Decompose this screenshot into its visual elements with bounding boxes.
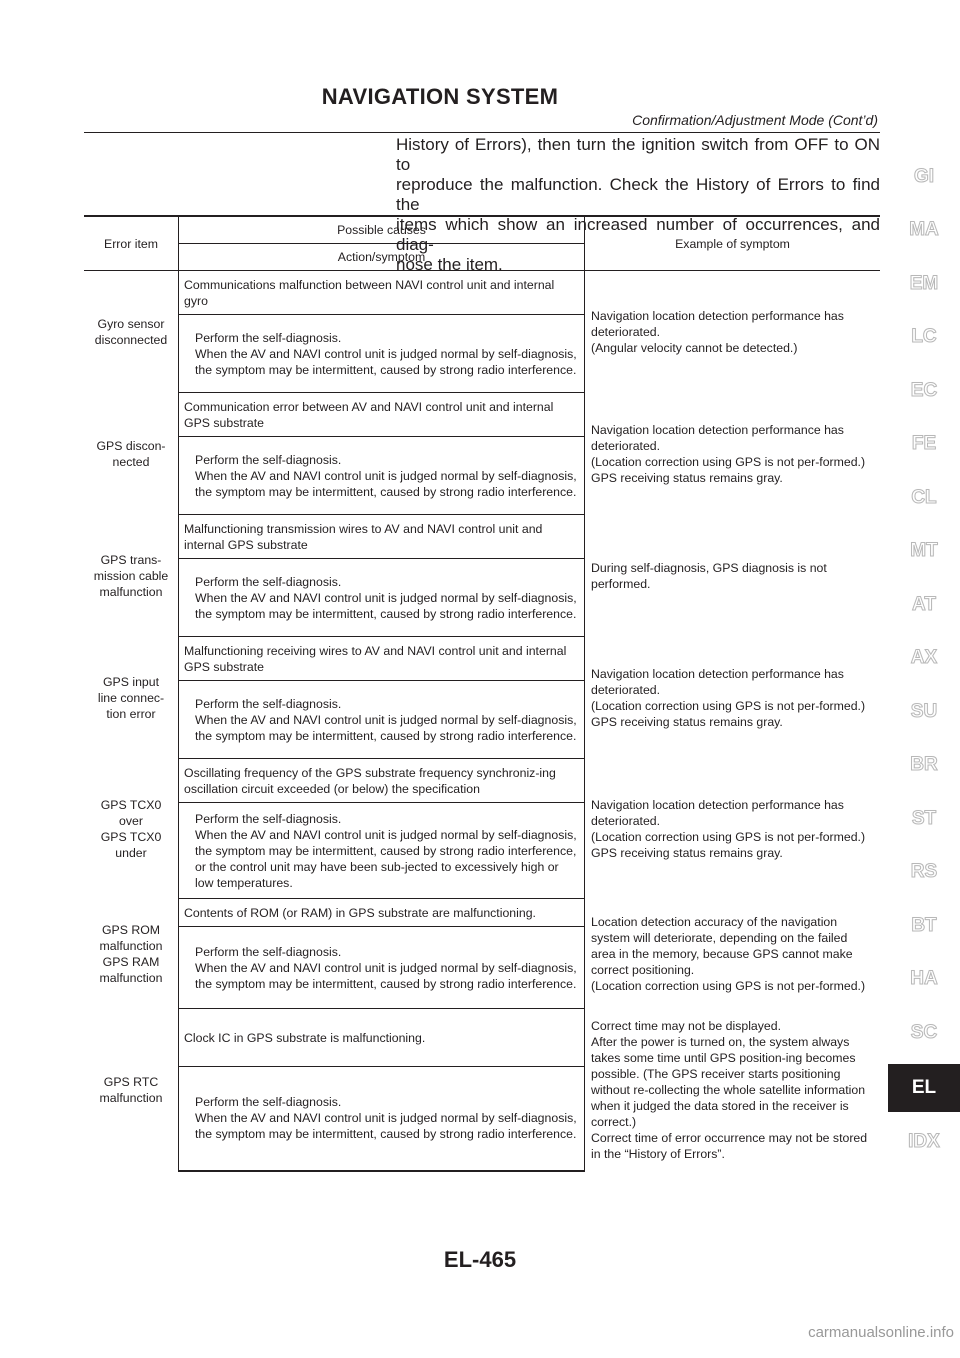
- table-row: [84, 899, 880, 927]
- example-symptom-cell: During self-diagnosis, GPS diagnosis is not performed.: [591, 560, 827, 591]
- section-tabs: [888, 150, 960, 1169]
- error-table: [84, 215, 880, 1172]
- intro-line: items which show an increased number of occurrences, and diag-: [396, 215, 880, 254]
- error-item-cell: GPS trans- mission cable malfunction: [84, 515, 179, 637]
- possible-cause-cell: Communication error between AV and NAVI control unit and internal GPS substrate: [179, 393, 585, 437]
- header-error-item: Error item: [84, 216, 179, 271]
- table-row: [84, 637, 880, 681]
- action-symptom-cell: Perform the self-diagnosis. When the AV and NAVI control unit is judged normal by self-diagnosis, the symptom may be intermittent, caused by strong radio interference, or the control unit may have been sub-jected to excessively high or low temperatures.: [179, 803, 585, 899]
- error-item-cell: GPS ROM malfunction GPS RAM malfunction: [84, 899, 179, 1009]
- example-symptom-cell: Location detection accuracy of the navigation system will deteriorate, depending on the failed area in the memory, because GPS cannot make correct positioning. (Location correction using GPS is not per-formed.): [591, 914, 866, 993]
- possible-cause-cell: Clock IC in GPS substrate is malfunctioning.: [179, 1009, 585, 1067]
- error-item-cell: GPS input line connec- tion error: [84, 637, 179, 759]
- section-tab-st[interactable]: ST: [911, 807, 937, 829]
- section-tab-ax[interactable]: AX: [910, 647, 938, 669]
- section-tab-fe[interactable]: FE: [911, 433, 937, 455]
- section-tab-sc[interactable]: SC: [910, 1021, 938, 1043]
- action-symptom-cell: Perform the self-diagnosis. When the AV and NAVI control unit is judged normal by self-diagnosis, the symptom may be intermittent, caused by strong radio interference.: [179, 315, 585, 393]
- action-symptom-cell: Perform the self-diagnosis. When the AV and NAVI control unit is judged normal by self-diagnosis, the symptom may be intermittent, caused by strong radio interference.: [179, 559, 585, 637]
- intro-line: reproduce the malfunction. Check the History of Errors to find the: [396, 175, 880, 214]
- possible-cause-cell: Malfunctioning receiving wires to AV and NAVI control unit and internal GPS substrate: [179, 637, 585, 681]
- header-rule: [84, 132, 880, 133]
- section-tab-br[interactable]: BR: [910, 754, 938, 776]
- example-symptom-cell: Navigation location detection performance has deteriorated. (Location correction using GPS is not per-formed.) GPS receiving status remains gray.: [591, 422, 866, 485]
- error-item-cell: Gyro sensor disconnected: [84, 271, 179, 393]
- section-tab-ec[interactable]: EC: [910, 379, 938, 401]
- table-row: [84, 271, 880, 315]
- action-symptom-cell: Perform the self-diagnosis. When the AV and NAVI control unit is judged normal by self-diagnosis, the symptom may be intermittent, caused by strong radio interference.: [179, 681, 585, 759]
- intro-line: History of Errors), then turn the ignition switch from OFF to ON to: [396, 135, 880, 174]
- error-item-cell: GPS TCX0 over GPS TCX0 under: [84, 759, 179, 899]
- header-example: Example of symptom: [585, 216, 881, 271]
- table-row: [84, 393, 880, 437]
- section-tab-bt[interactable]: BT: [911, 914, 937, 936]
- section-tab-lc[interactable]: LC: [911, 326, 937, 348]
- example-symptom-cell: Navigation location detection performance has deteriorated. (Angular velocity cannot be detected.): [591, 308, 844, 355]
- possible-cause-cell: Communications malfunction between NAVI control unit and internal gyro: [179, 271, 585, 315]
- section-tab-mt[interactable]: MT: [910, 540, 938, 562]
- section-tab-ma[interactable]: MA: [909, 219, 939, 241]
- intro-line: nose the item.: [396, 255, 503, 274]
- header-possible-causes: Possible causes: [179, 216, 585, 244]
- section-tab-at[interactable]: AT: [912, 593, 936, 615]
- table-row: [84, 759, 880, 803]
- page-header-title: NAVIGATION SYSTEM: [321, 84, 559, 109]
- header-action: Action/symptom: [179, 244, 585, 271]
- error-item-cell: GPS RTC malfunction: [84, 1009, 179, 1171]
- section-tab-gi[interactable]: GI: [913, 165, 935, 187]
- table-header-row: [84, 216, 880, 244]
- example-symptom-cell: Correct time may not be displayed. After the power is turned on, the system always takes some time until GPS position-ing becomes possible. (The GPS receiver starts positioning without re-collecting the whole satellite information when it judged the data stored in the receiver is correct.) Correct time of error occurrence may not be stored in the “History of Errors”.: [591, 1018, 868, 1161]
- table-row: [84, 515, 880, 559]
- example-symptom-cell: Navigation location detection performance has deteriorated. (Location correction using GPS is not per-formed.) GPS receiving status remains gray.: [591, 666, 866, 729]
- action-symptom-cell: Perform the self-diagnosis. When the AV and NAVI control unit is judged normal by self-diagnosis, the symptom may be intermittent, caused by strong radio interference.: [179, 927, 585, 1009]
- action-symptom-cell: Perform the self-diagnosis. When the AV and NAVI control unit is judged normal by self-diagnosis, the symptom may be intermittent, caused by strong radio interference.: [179, 437, 585, 515]
- action-symptom-cell: Perform the self-diagnosis. When the AV and NAVI control unit is judged normal by self-diagnosis, the symptom may be intermittent, caused by strong radio interference.: [179, 1067, 585, 1171]
- possible-cause-cell: Oscillating frequency of the GPS substrate frequency synchroniz-ing oscillation circuit exceeded (or below) the specification: [179, 759, 585, 803]
- section-tab-em[interactable]: EM: [909, 272, 939, 294]
- error-item-cell: GPS discon- nected: [84, 393, 179, 515]
- table-row: [84, 1009, 880, 1067]
- example-symptom-cell: Navigation location detection performance has deteriorated. (Location correction using GPS is not per-formed.) GPS receiving status remains gray.: [591, 797, 866, 860]
- section-tab-ha[interactable]: HA: [910, 968, 938, 990]
- section-tab-cl[interactable]: CL: [911, 486, 937, 508]
- page-header-subtitle: Confirmation/Adjustment Mode (Cont’d): [632, 112, 878, 128]
- section-tab-idx[interactable]: IDX: [908, 1131, 940, 1153]
- possible-cause-cell: Malfunctioning transmission wires to AV and NAVI control unit and internal GPS substrate: [179, 515, 585, 559]
- page-number: EL-465: [443, 1247, 517, 1272]
- possible-cause-cell: Contents of ROM (or RAM) in GPS substrate are malfunctioning.: [179, 899, 585, 927]
- section-tab-el[interactable]: EL: [888, 1064, 960, 1112]
- section-tab-rs[interactable]: RS: [910, 861, 938, 883]
- watermark: carmanualsonline.info: [808, 1324, 954, 1341]
- section-tab-su[interactable]: SU: [910, 700, 938, 722]
